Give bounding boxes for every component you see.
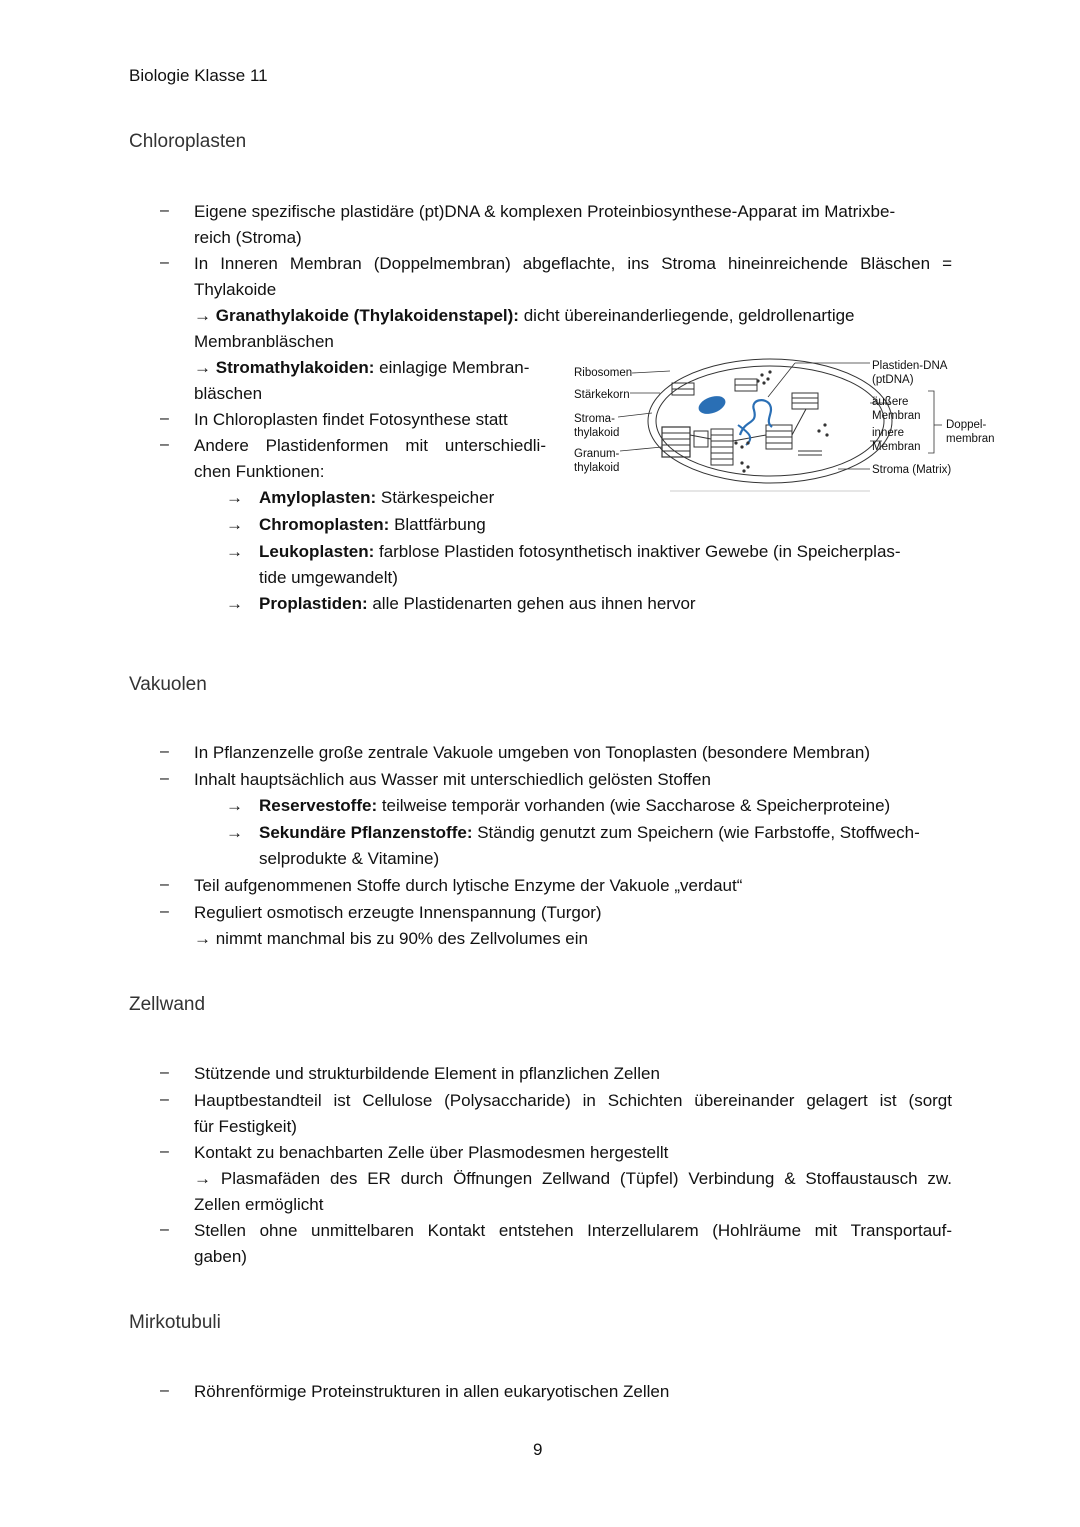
vakuolen-sekundaer — [226, 820, 920, 846]
text-line: Membranbläschen — [194, 332, 334, 351]
bullet-dash: – — [160, 1221, 169, 1238]
text-line: Zellen ermöglicht — [194, 1195, 324, 1214]
text-line: für Festigkeit) — [194, 1117, 297, 1136]
bullet-dash: – — [160, 202, 169, 219]
section-title-vakuolen: Vakuolen — [129, 674, 207, 695]
label-doppelmembran — [946, 418, 995, 446]
zellwand-bullet-4 — [194, 1218, 952, 1270]
arrow-icon: → — [226, 488, 243, 507]
label-line: Membran — [872, 441, 921, 453]
text: dicht übereinanderliegende, geldrollenartige — [518, 306, 855, 325]
bullet-dash: – — [160, 254, 169, 271]
text-line: → Plasmafäden des ER durch Öffnungen Zellwand (Tüpfel) Verbindung & Stoffaustausch zw. — [194, 1169, 952, 1188]
zellwand-bullet-1: Stützende und strukturbildende Element in pflanzlichen Zellen — [194, 1064, 660, 1083]
arrow-icon: → — [226, 594, 243, 613]
vakuolen-bullet-2: Inhalt hauptsächlich aus Wasser mit unterschiedlich gelösten Stoffen — [194, 770, 711, 789]
label-aeussere-membran — [872, 395, 921, 423]
label-staerkekorn: Stärkekorn — [574, 389, 630, 401]
label-line: innere — [872, 427, 904, 439]
label-line: Plastiden-DNA — [872, 360, 948, 372]
label-ribosomen: Ribosomen — [574, 367, 633, 379]
bullet-dash: – — [160, 1091, 169, 1108]
text: teilweise temporär vorhanden (wie Saccharose & Speicherproteine) — [377, 796, 891, 815]
bullet-dash: – — [160, 743, 169, 760]
bullet-dash: – — [160, 436, 169, 453]
text-line: gaben) — [194, 1247, 247, 1266]
arrow-icon: → — [226, 796, 243, 815]
vakuolen-reserve — [226, 793, 890, 819]
text-line: In Inneren Membran (Doppelmembran) abgeflachte, ins Stroma hineinreichende Bläschen = — [194, 254, 952, 273]
bullet-dash: – — [160, 770, 169, 787]
text: Stärkespeicher — [376, 488, 495, 507]
zellwand-bullet-2 — [194, 1088, 952, 1140]
section-title-zellwand: Zellwand — [129, 994, 206, 1015]
text-line: chen Funktionen: — [194, 462, 325, 481]
chloro-bullet-3: In Chloroplasten findet Fotosynthese statt — [194, 410, 508, 429]
label-line: Membran — [872, 410, 921, 422]
section-title-chloroplasten: Chloroplasten — [129, 131, 247, 152]
label-line: äußere — [872, 396, 909, 408]
chloro-bullet-4 — [194, 433, 546, 485]
term: Reservestoffe: — [259, 796, 378, 815]
term: Amyloplasten: — [259, 488, 377, 507]
term: Stromathylakoiden: — [215, 358, 375, 377]
bullet-dash: – — [160, 903, 169, 920]
text: Blattfärbung — [389, 515, 486, 534]
bullet-dash: – — [160, 876, 169, 893]
text: einlagige Membran- — [374, 358, 530, 377]
term: Leukoplasten: — [259, 542, 375, 561]
grana-line — [194, 303, 952, 329]
plastid-type-chromoplasten — [226, 512, 486, 538]
text-line: Thylakoide — [194, 280, 277, 299]
arrow-icon: → — [194, 306, 211, 325]
text: farblose Plastiden fotosynthetisch inaktiver Gewebe (in Speicherplas- — [374, 542, 901, 561]
text-line: bläschen — [194, 384, 263, 403]
chloro-bullet-1 — [194, 199, 952, 251]
arrow-icon: → — [226, 823, 243, 842]
text-line: Eigene spezifische plastidäre (pt)DNA & komplexen Proteinbiosynthese-Apparat im Matrixbe- — [194, 202, 896, 221]
page-number: 9 — [533, 1440, 543, 1459]
label-line: Granum- — [574, 448, 620, 460]
text-line: → nimmt manchmal bis zu 90% des Zellvolumes ein — [194, 929, 588, 948]
bullet-dash: – — [160, 1064, 169, 1081]
label-line: Doppel- — [946, 419, 987, 431]
page-header: Biologie Klasse 11 — [129, 66, 268, 85]
bullet-dash: – — [160, 1143, 169, 1160]
label-line: thylakoid — [574, 462, 620, 474]
text-line: Andere Plastidenformen mit unterschiedli- — [194, 436, 546, 455]
label-innere-membran — [872, 426, 921, 454]
term: Sekundäre Pflanzenstoffe: — [259, 823, 473, 842]
term: Granathylakoide (Thylakoidenstapel): — [215, 306, 519, 325]
arrow-icon: → — [226, 515, 243, 534]
arrow-icon: → — [194, 358, 211, 377]
mikrotubuli-bullet-1: Röhrenförmige Proteinstrukturen in allen eukaryotischen Zellen — [194, 1382, 670, 1401]
zellwand-bullet-3 — [194, 1140, 952, 1218]
text: alle Plastidenarten gehen aus ihnen hervor — [367, 594, 696, 613]
label-line: membran — [946, 433, 995, 445]
vakuolen-bullet-4 — [194, 900, 602, 952]
label-line: thylakoid — [574, 427, 620, 439]
vakuolen-bullet-1: In Pflanzenzelle große zentrale Vakuole umgeben von Tonoplasten (besondere Membran) — [194, 743, 871, 762]
plastid-type-proplastiden — [226, 591, 696, 617]
text: Ständig genutzt zum Speichern (wie Farbstoffe, Stoffwech- — [472, 823, 920, 842]
plastid-type-amyloplasten — [226, 485, 494, 511]
vakuolen-sekundaer-cont: selprodukte & Vitamine) — [259, 849, 440, 868]
plastid-type-leukoplasten — [226, 539, 901, 565]
text-line: reich (Stroma) — [194, 228, 302, 247]
arrow-icon: → — [226, 542, 243, 561]
text-line: Kontakt zu benachbarten Zelle über Plasmodesmen hergestellt — [194, 1143, 669, 1162]
text-line: Reguliert osmotisch erzeugte Innenspannung (Turgor) — [194, 903, 602, 922]
text-line: Hauptbestandteil ist Cellulose (Polysaccharide) in Schichten übereinander gelagert ist (sorgt — [194, 1091, 952, 1110]
bullet-dash: – — [160, 410, 169, 427]
text-line: Stellen ohne unmittelbaren Kontakt entstehen Interzellularem (Hohlräume mit Transportauf- — [194, 1221, 952, 1240]
vakuolen-bullet-3: Teil aufgenommenen Stoffe durch lytische Enzyme der Vakuole „verdaut“ — [194, 876, 743, 895]
label-line: Stroma- — [574, 413, 615, 425]
label-line: (ptDNA) — [872, 374, 914, 386]
term: Chromoplasten: — [259, 515, 390, 534]
label-stroma-matrix: Stroma (Matrix) — [872, 464, 952, 476]
term: Proplastiden: — [259, 594, 368, 613]
label-granumthylakoid — [574, 447, 619, 475]
section-title-mikrotubuli: Mirkotubuli — [129, 1312, 221, 1333]
chloroplast-diagram — [570, 355, 1010, 495]
bullet-dash: – — [160, 1382, 169, 1399]
label-plastiden-dna — [872, 359, 947, 387]
label-stromathylakoid — [574, 412, 619, 440]
leukoplasten-cont: tide umgewandelt) — [259, 568, 398, 587]
